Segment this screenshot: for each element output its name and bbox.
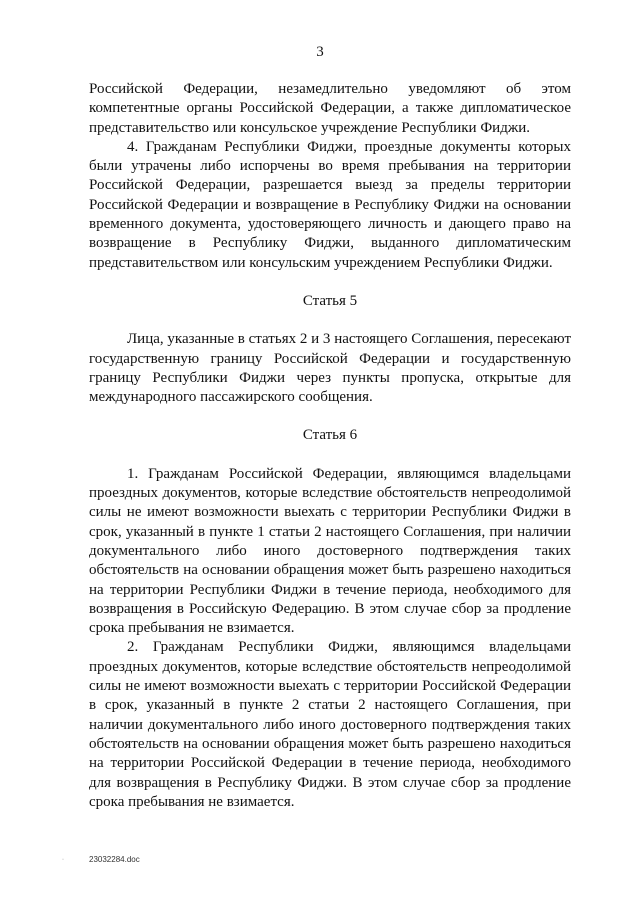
spacer [89, 311, 571, 330]
document-body [89, 80, 571, 812]
spacer [89, 446, 571, 465]
article-6-paragraph-2: 2. Гражданам Республики Фиджи, являющимся владельцами проездных документов, которые вследствие обстоятельств непреодолимой силы не имеют возможности выехать с территории Российской Федерации в срок, указанный в пункте 2 статьи 2 настоящего Соглашения, при наличии документального либо иного достоверного подтверждения таких обстоятельств на основании обращения может быть разрешено находиться на территории Российской Федерации в течение периода, необходимого для возвращения в Республику Фиджи. В этом случае сбор за продление срока пребывания не взимается. [89, 639, 571, 810]
page-number: 3 [316, 44, 324, 60]
spacer [89, 407, 571, 426]
corner-mark: · [62, 857, 64, 863]
article-6-paragraph-1: 1. Гражданам Российской Федерации, являющимся владельцами проездных документов, которые вследствие обстоятельств непреодолимой силы не имеют возможности выехать с территории Республики Фиджи в срок, указанный в пункте 1 статьи 2 настоящего Соглашения, при наличии документального либо иного достоверного подтверждения таких обстоятельств на основании обращения может быть разрешено находиться на территории Республики Фиджи в течение периода, необходимого для возвращения в Российскую Федерацию. В этом случае сбор за продление срока пребывания не взимается. [89, 465, 571, 637]
article-5-heading: Статья 5 [302, 292, 358, 309]
footer-file-name: 23032284.doc [89, 855, 140, 864]
article-6-heading: Статья 6 [302, 427, 358, 444]
article-5-paragraph: Лица, указанные в статьях 2 и 3 настоящего Соглашения, пересекают государственную границу Российской Федерации и государственную границу Республики Фиджи через пункты пропуска, открытые для международного пассажирского сообщения. [89, 331, 571, 406]
paragraph-item-4: 4. Гражданам Республики Фиджи, проездные документы которых были утрачены либо испорчены во время пребывания на территории Российской Федерации, разрешается выезд за пределы территории Российской Федерации и возвращение в Республику Фиджи на основании временного документа, удостоверяющего личность и дающего право на возвращение в Республику Фиджи, выданного дипломатическим представительством или консульским учреждением Республики Фиджи. [89, 138, 571, 271]
paragraph-continuation: Российской Федерации, незамедлительно уведомляют об этом компетентные органы Российской Федерации, а также дипломатическое представительство или консульское учреждение Республики Фиджи. [89, 81, 571, 136]
spacer [89, 273, 571, 292]
